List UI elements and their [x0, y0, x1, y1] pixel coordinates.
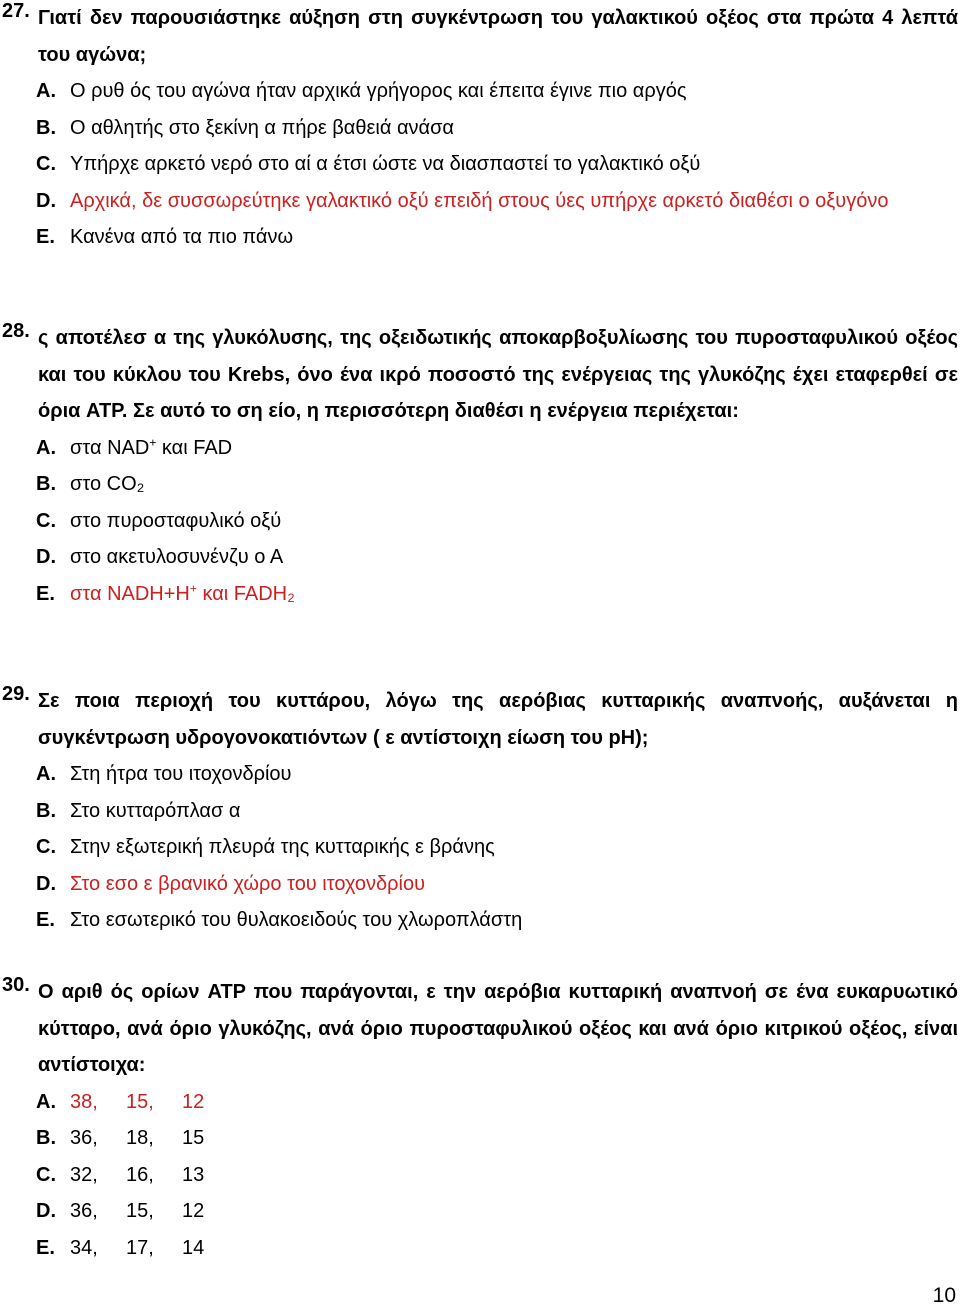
option-text: στα NAD+ και FAD: [70, 434, 233, 459]
option-letter: B.: [36, 799, 56, 822]
option-e: [36, 576, 960, 613]
option-letter: A.: [36, 763, 56, 785]
option-text: Υπήρχε αρκετό νερό στο αί α έτσι ώστε να διασπαστεί το γαλακτικό οξύ: [70, 153, 701, 175]
option-b: [36, 466, 960, 503]
option-letter: E.: [36, 909, 55, 931]
option-a: [36, 73, 960, 110]
option-text: Στο εσωτερικό του θυλακοειδούς του χλωροπλάστη: [70, 909, 523, 931]
option-list: [36, 73, 960, 256]
option-a: [36, 430, 960, 467]
option-list: [36, 756, 960, 939]
option-letter: B.: [36, 116, 56, 139]
option-c: [36, 503, 960, 540]
option-letter: E.: [36, 226, 55, 248]
option-list: [36, 1084, 960, 1267]
question-text: ς αποτέλεσ α της γλυκόλυσης, της οξειδωτικής αποκαρβοξυλίωσης του πυροσταφυλικού οξέος και του κύκλου του Krebs, όνο ένα ικρό ποσοστό της ενέργειας της γλυκόζης έχει εταφερθεί σε όρια ATP. Σε αυτό το ση είο, η περισσότερη διαθέσι η ενέργεια περιέχεται:: [38, 327, 958, 422]
option-letter: D.: [36, 189, 56, 212]
option-text-correct: στα NADH+H+ και FADH₂: [70, 580, 295, 605]
question-30: [0, 974, 960, 1266]
superscript-plus: +: [149, 434, 157, 449]
question-text: Γιατί δεν παρουσιάστηκε αύξηση στη συγκέντρωση του γαλακτικού οξέος στα πρώτα 4 λεπτά του αγώνα;: [38, 7, 958, 66]
option-letter: D.: [36, 1200, 56, 1222]
option-text: Στη ήτρα του ιτοχονδρίου: [70, 763, 292, 785]
page-number: 10: [932, 1284, 956, 1307]
option-b: [36, 1120, 960, 1157]
option-values-correct: 38, 15, 12: [70, 1090, 205, 1113]
option-letter: A.: [36, 1090, 56, 1113]
option-a: [36, 756, 960, 793]
question-number: 28.: [2, 320, 30, 342]
option-letter: E.: [36, 582, 55, 605]
option-e: [36, 219, 960, 256]
option-values: 34, 17, 14: [70, 1236, 205, 1259]
option-e: [36, 1230, 960, 1267]
option-letter: B.: [36, 473, 56, 495]
option-d: [36, 866, 960, 903]
option-c: [36, 829, 960, 866]
option-text-correct: Στο εσο ε βρανικό χώρο του ιτοχονδρίου: [70, 872, 426, 895]
option-text: Ο ρυθ ός του αγώνα ήταν αρχικά γρήγορος και έπειτα έγινε πιο αργός: [70, 80, 687, 102]
question-27: [0, 0, 960, 256]
option-text: Στην εξωτερική πλευρά της κυτταρικής ε βράνης: [70, 836, 495, 858]
option-letter: D.: [36, 872, 56, 895]
question-29: [0, 683, 960, 939]
option-d: [36, 1193, 960, 1230]
option-letter: C.: [36, 509, 56, 532]
option-values: 36, 15, 12: [70, 1200, 205, 1222]
option-letter: C.: [36, 153, 56, 175]
option-text: Στο κυτταρόπλασ α: [70, 799, 241, 822]
question-number: 29.: [2, 683, 30, 705]
option-letter: C.: [36, 836, 56, 858]
option-letter: A.: [36, 80, 56, 102]
question-number: 30.: [2, 974, 30, 996]
option-d: [36, 539, 960, 576]
superscript-plus: +: [189, 580, 197, 595]
option-values: 36, 18, 15: [70, 1127, 205, 1149]
option-text: στο πυροσταφυλικό οξύ: [70, 509, 282, 532]
option-text: στο ακετυλοσυνένζυ ο Α: [70, 546, 284, 568]
question-stem: [0, 320, 960, 430]
option-letter: E.: [36, 1236, 55, 1259]
option-d: [36, 183, 960, 220]
option-letter: A.: [36, 436, 56, 459]
option-text-correct: Αρχικά, δε συσσωρεύτηκε γαλακτικό οξύ επειδή στους ύες υπήρχε αρκετό διαθέσι ο οξυγόνο: [70, 189, 889, 212]
question-stem: [0, 974, 960, 1084]
option-letter: B.: [36, 1127, 56, 1149]
option-c: [36, 1157, 960, 1194]
option-e: [36, 902, 960, 939]
option-list: [36, 430, 960, 613]
option-text: Ο αθλητής στο ξεκίνη α πήρε βαθειά ανάσα: [70, 116, 454, 139]
question-stem: [0, 0, 960, 73]
option-text: στο CO₂: [70, 473, 145, 495]
question-28: [0, 320, 960, 612]
option-text: Κανένα από τα πιο πάνω: [70, 226, 294, 248]
option-a: [36, 1084, 960, 1121]
option-values: 32, 16, 13: [70, 1163, 205, 1186]
option-letter: D.: [36, 546, 56, 568]
option-b: [36, 110, 960, 147]
option-c: [36, 146, 960, 183]
question-text: Σε ποια περιοχή του κυττάρου, λόγω της αερόβιας κυτταρικής αναπνοής, αυξάνεται η συγκέντρωση υδρογονοκατιόντων ( ε αντίστοιχη είωση του pH);: [38, 690, 958, 749]
question-number: 27.: [2, 0, 30, 22]
option-b: [36, 793, 960, 830]
question-stem: [0, 683, 960, 756]
option-letter: C.: [36, 1163, 56, 1186]
question-text: Ο αριθ ός ορίων ATP που παράγονται, ε την αερόβια κυτταρική αναπνοή σε ένα ευκαρυωτικό κύτταρο, ανά όριο γλυκόζης, ανά όριο πυροσταφυλικού οξέος και ανά όριο κιτρικού οξέος, είναι αντίστοιχα:: [38, 981, 958, 1076]
